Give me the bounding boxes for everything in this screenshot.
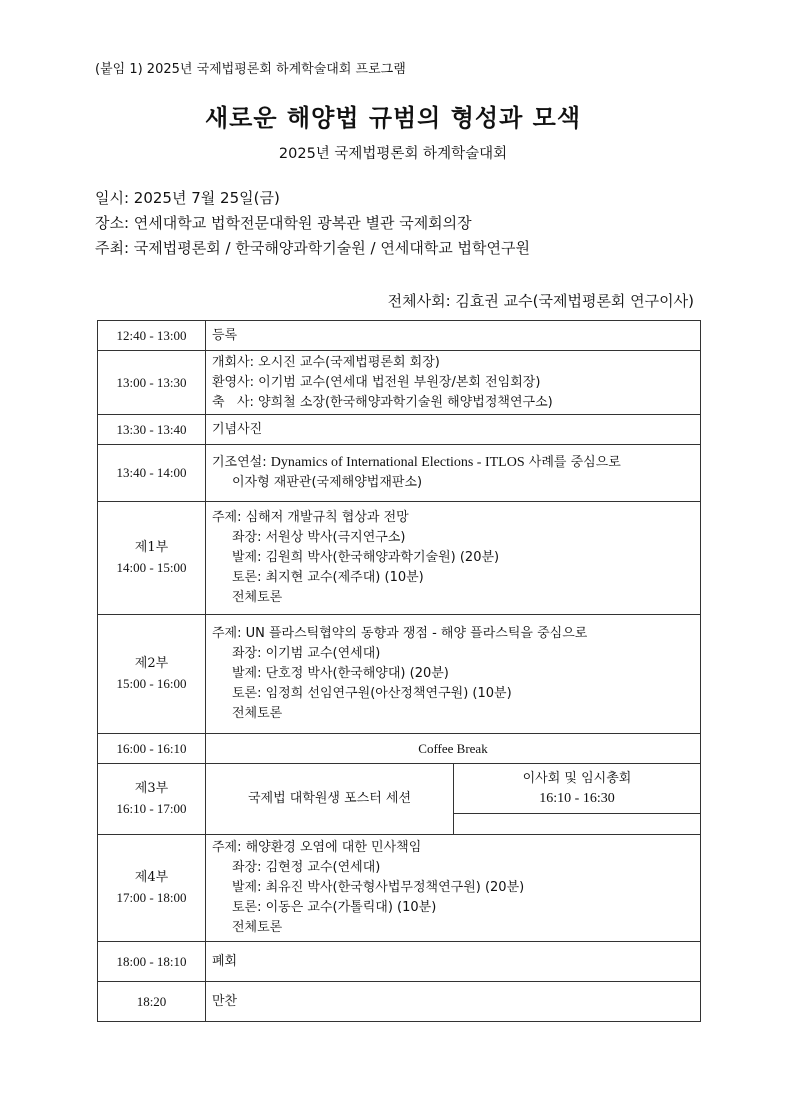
session-topic: 주제: 해양환경 오염에 대한 민사책임: [212, 840, 422, 855]
content-cell: 폐회: [206, 942, 701, 982]
content-cell: [206, 445, 701, 502]
table-row: [98, 942, 701, 982]
session-chair: 좌장: 서원상 박사(극지연구소): [232, 530, 406, 545]
table-row: [98, 764, 701, 814]
board-meeting: [454, 764, 701, 814]
session-presenter: 발제: 김원희 박사(한국해양과학기술원) (20분): [232, 550, 500, 565]
poster-session: 국제법 대학원생 포스터 세션: [206, 764, 454, 835]
page-title: 새로운 해양법 규범의 형성과 모색: [205, 104, 581, 132]
session-presenter: 발제: 단호정 박사(한국해양대) (20분): [232, 666, 449, 681]
time-cell: [98, 615, 206, 734]
event-venue: 장소: 연세대학교 법학전문대학원 광복관 별관 국제회의장: [95, 214, 472, 232]
session-time: 14:00 - 15:00: [116, 560, 187, 575]
session-topic: 주제: UN 플라스틱협약의 동향과 쟁점 - 해양 플라스틱을 중심으로: [212, 626, 588, 641]
keynote-suffix: 사례를 중심으로: [524, 455, 621, 470]
event-host: 주최: 국제법평론회 / 한국해양과학기술원 / 연세대학교 법학연구원: [95, 239, 531, 257]
table-row: [98, 445, 701, 502]
session-time: 16:10 - 17:00: [116, 801, 187, 816]
coffee-break: Coffee Break: [206, 734, 701, 764]
keynote-label: 기조연설:: [212, 455, 271, 470]
table-row: [98, 415, 701, 445]
content-cell: [206, 615, 701, 734]
table-row: [98, 351, 701, 415]
empty-cell: [454, 814, 701, 835]
time-cell: [98, 502, 206, 615]
session-time: 15:00 - 16:00: [116, 676, 187, 691]
board-meeting-time: 16:10 - 16:30: [539, 790, 615, 806]
session-general-discussion: 전체토론: [232, 590, 283, 605]
table-row: [98, 734, 701, 764]
content-cell: 만찬: [206, 982, 701, 1022]
table-row: [98, 321, 701, 351]
session-general-discussion: 전체토론: [232, 706, 283, 721]
time-cell: [98, 835, 206, 942]
session-label: 제2부: [134, 656, 169, 671]
table-row: [98, 982, 701, 1022]
session-presenter: 발제: 최유진 박사(한국형사법무정책연구원) (20분): [232, 880, 525, 895]
session-discussant: 토론: 임정희 선임연구원(아산정책연구원) (10분): [232, 686, 512, 701]
content-cell: 등록: [206, 321, 701, 351]
session-label: 제3부: [134, 781, 169, 796]
session-time: 17:00 - 18:00: [116, 890, 187, 905]
time-cell: 13:00 - 13:30: [98, 351, 206, 415]
attachment-label: (붙임 1) 2025년 국제법평론회 하계학술대회 프로그램: [95, 62, 406, 77]
session-label: 제4부: [134, 870, 169, 885]
content-cell: [206, 502, 701, 615]
time-cell: 18:00 - 18:10: [98, 942, 206, 982]
keynote-title: Dynamics of International Elections - ITLOS: [270, 455, 525, 470]
session-general-discussion: 전체토론: [232, 920, 283, 935]
session-topic: 주제: 심해저 개발규칙 협상과 전망: [212, 510, 409, 525]
time-cell: 18:20: [98, 982, 206, 1022]
board-meeting-title: 이사회 및 임시총회: [522, 770, 632, 786]
time-cell: 13:40 - 14:00: [98, 445, 206, 502]
session-discussant: 토론: 최지현 교수(제주대) (10분): [232, 570, 424, 585]
content-cell: 기념사진: [206, 415, 701, 445]
time-cell: 12:40 - 13:00: [98, 321, 206, 351]
time-cell: [98, 764, 206, 835]
table-row: [98, 615, 701, 734]
table-row: [98, 835, 701, 942]
session-discussant: 토론: 이동은 교수(가톨릭대) (10분): [232, 900, 437, 915]
session-chair: 좌장: 김현정 교수(연세대): [232, 860, 381, 875]
session-label: 제1부: [134, 540, 169, 555]
content-cell: [206, 835, 701, 942]
general-moderator: 전체사회: 김효권 교수(국제법평론회 연구이사): [387, 292, 694, 310]
page-subtitle: 2025년 국제법평론회 하계학술대회: [278, 146, 508, 162]
time-cell: 16:00 - 16:10: [98, 734, 206, 764]
opening-speech: 개회사: 오시진 교수(국제법평론회 회장): [212, 354, 440, 370]
content-cell: [206, 351, 701, 415]
session-chair: 좌장: 이기범 교수(연세대): [232, 646, 381, 661]
welcome-speech: 환영사: 이기범 교수(연세대 법전원 부원장/본회 전임회장): [212, 374, 541, 390]
program-table: [97, 320, 701, 1022]
table-row: [98, 502, 701, 615]
congratulatory-speech: 축 사: 양희철 소장(한국해양과학기술원 해양법정책연구소): [212, 394, 553, 410]
time-cell: 13:30 - 13:40: [98, 415, 206, 445]
keynote-speaker: 이자형 재판관(국제해양법재판소): [232, 475, 423, 490]
event-date: 일시: 2025년 7월 25일(금): [95, 189, 280, 207]
